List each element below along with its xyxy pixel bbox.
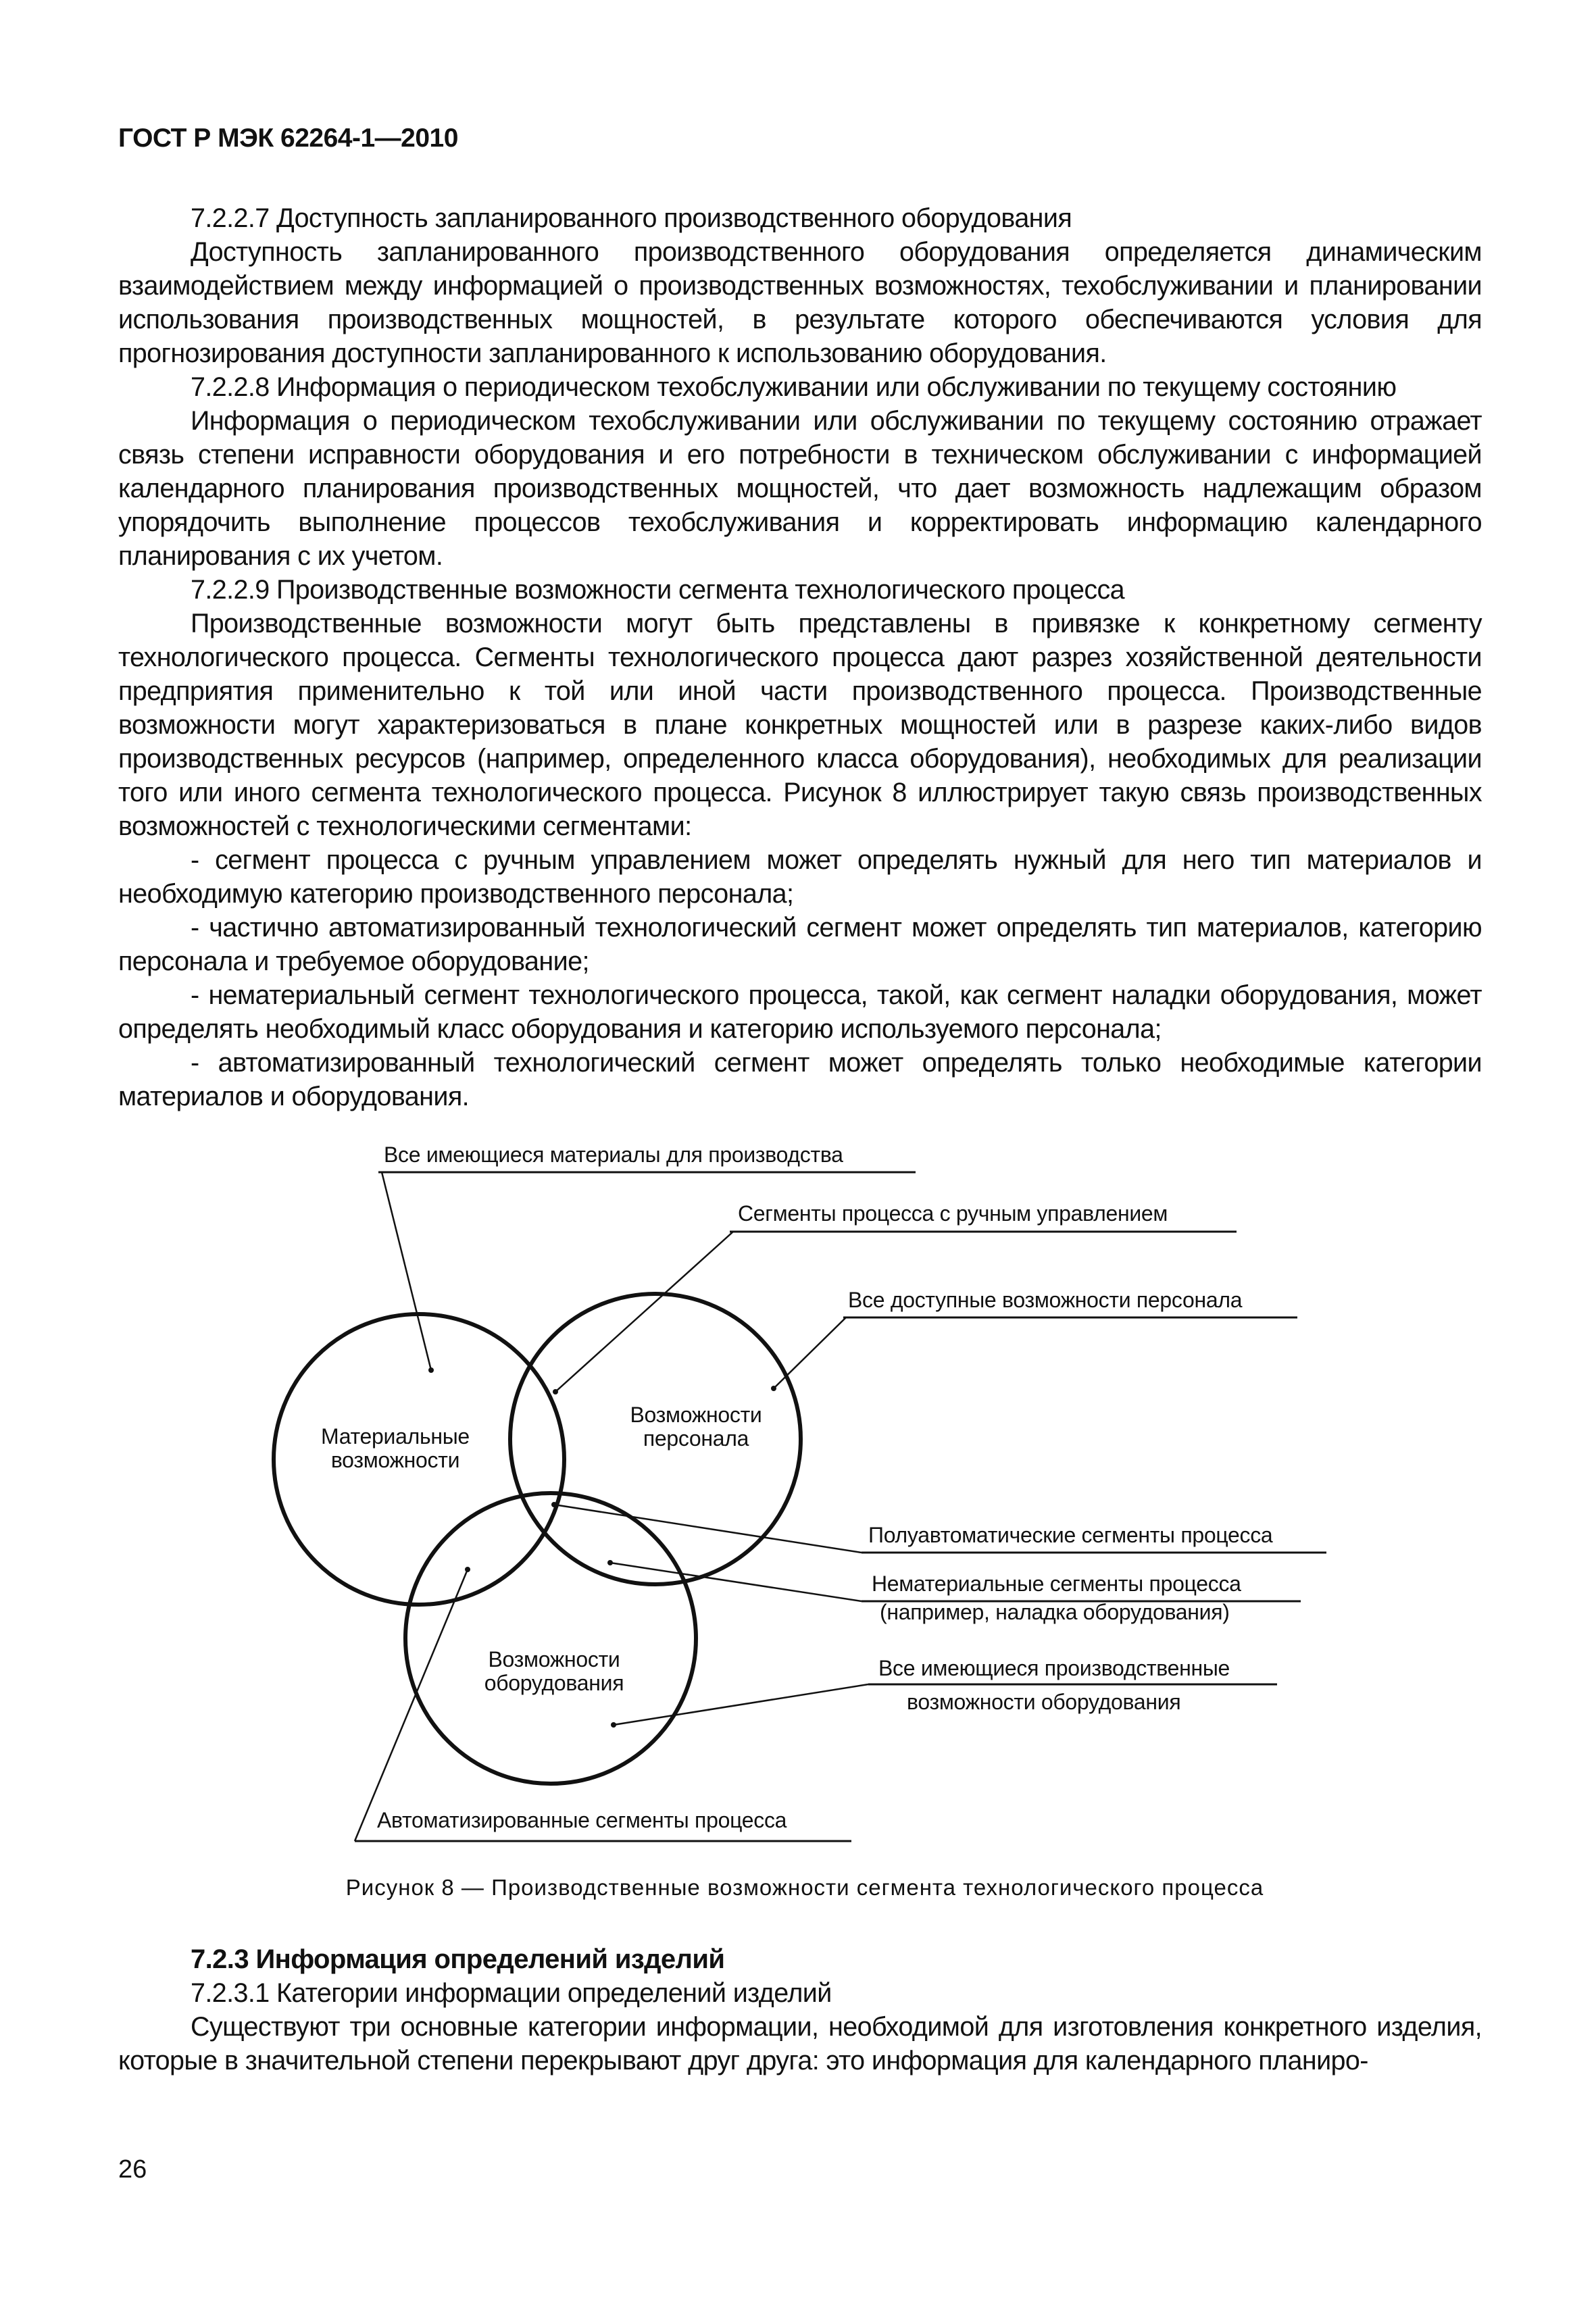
document-header: ГОСТ Р МЭК 62264-1—2010 — [118, 124, 458, 153]
label-all-equipment: возможности оборудования — [907, 1690, 1181, 1714]
label-all-materials: Все имеющиеся материалы для производства — [384, 1142, 843, 1167]
label-manual-segments: Сегменты процесса с ручным управлением — [738, 1201, 1168, 1226]
figure-caption: Рисунок 8 — Производственные возможности сегмента технологического процесса — [345, 1875, 1264, 1900]
label-automated: Автоматизированные сегменты процесса — [377, 1808, 787, 1832]
equipment-circle — [405, 1493, 696, 1784]
paragraph: Существуют три основные категории информации, необходимой для изготовления конкретного изделия, которые в значительной степени перекрывают друг друга: это информация для календарного планиро- — [118, 2012, 1482, 2076]
section-heading: 7.2.3 Информация определений изделий — [191, 1944, 725, 1974]
paragraph: 7.2.2.8 Информация о периодическом техобслуживании или обслуживании по текущему состоянию — [191, 372, 1397, 402]
venn-diagram — [257, 1138, 1351, 1858]
equipment-circle-label: Возможности — [488, 1647, 620, 1671]
personnel-circle-label: Возможности — [630, 1403, 762, 1427]
paragraph: - нематериальный сегмент технологического процесса, такой, как сегмент наладки оборудования, может определять необходимый класс оборудования и категорию используемого персонала; — [118, 980, 1482, 1044]
label-all-personnel: Все доступные возможности персонала — [848, 1288, 1243, 1312]
paragraph: 7.2.2.7 Доступность запланированного производственного оборудования — [191, 203, 1072, 233]
material-circle-label: возможности — [330, 1448, 460, 1472]
label-all-equipment: Все имеющиеся производственные — [878, 1656, 1230, 1680]
label-semi-auto: Полуавтоматические сегменты процесса — [868, 1523, 1273, 1547]
page-number: 26 — [118, 2155, 147, 2184]
paragraph: 7.2.2.9 Производственные возможности сегмента технологического процесса — [191, 575, 1125, 605]
paragraph: - частично автоматизированный технологический сегмент может определять тип материалов, категорию персонала и требуемое оборудование; — [118, 913, 1482, 976]
section-text — [118, 1942, 1482, 2078]
paragraph: Доступность запланированного производственного оборудования определяется динамическим взаимодействием между информацией о производственных возможностях, техобслуживании и планировании использования производственных мощностей, в результате которого обеспечиваются условия для прогнозирования доступности запланированного к использованию оборудования. — [118, 237, 1482, 368]
equipment-circle-label: оборудования — [484, 1671, 624, 1695]
paragraph: Производственные возможности могут быть представлены в привязке к конкретному сегменту технологического процесса. Сегменты технологического процесса дают разрез хозяйственной деятельности предприятия применительно к той или иной части производственного процесса. Производственные возможности могут характеризоваться в плане конкретных мощностей или в разрезе каких-либо видов производственных ресурсов (например, определенного класса оборудования), необходимых для реализации того или иного сегмента технологического процесса. Рисунок 8 иллюстрирует такую связь производственных возможностей с технологическими сегментами: — [118, 609, 1482, 841]
paragraph: - автоматизированный технологический сегмент может определять только необходимые категории материалов и оборудования. — [118, 1048, 1482, 1111]
paragraph: Информация о периодическом техобслуживании или обслуживании по текущему состоянию отражает связь степени исправности оборудования и его потребности в техническом обслуживании с информацией календарного планирования производственных мощностей, что дает возможность надлежащим образом упорядочить выполнение процессов техобслуживания и корректировать информацию календарного планирования с их учетом. — [118, 406, 1482, 571]
material-circle-label: Материальные — [321, 1424, 470, 1449]
subsection-title: 7.2.3.1 Категории информации определений изделий — [191, 1978, 832, 2008]
label-nonmaterial: Нематериальные сегменты процесса — [872, 1571, 1241, 1596]
label-nonmaterial: (например, наладка оборудования) — [880, 1600, 1230, 1624]
paragraph: - сегмент процесса с ручным управлением может определять нужный для него тип материалов и необходимую категорию производственного персонала; — [118, 845, 1482, 909]
personnel-circle-label: персонала — [643, 1426, 749, 1451]
body-text — [118, 201, 1482, 1113]
